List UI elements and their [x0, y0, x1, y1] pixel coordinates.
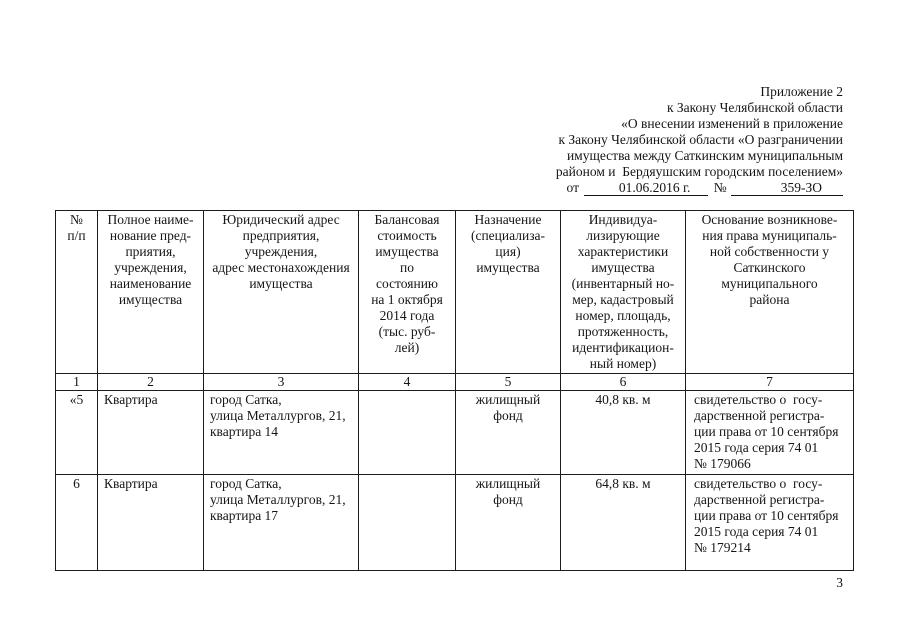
column-header-name: Полное наиме- нование пред- приятия, учреждения, наименование имущества — [98, 211, 204, 374]
column-index-row — [56, 374, 854, 391]
column-index: 6 — [561, 374, 686, 391]
cell-ownership-basis: свидетельство о госу- дарственной регистра- ции права от 10 сентября 2015 года серия 74 01 № 179066 — [686, 391, 854, 475]
cell-ownership-basis: свидетельство о госу- дарственной регистра- ции права от 10 сентября 2015 года серия 74 01 № 179214 — [686, 475, 854, 571]
cell-row-number: 6 — [56, 475, 98, 571]
law-number: 359-ЗО — [731, 180, 843, 196]
cell-characteristics: 64,8 кв. м — [561, 475, 686, 571]
appendix-line: имущества между Саткинским муниципальным — [566, 148, 843, 163]
column-index: 4 — [359, 374, 456, 391]
column-header-characteristics: Индивидуа- лизирующие характеристики имущества (инвентарный но- мер, кадастровый номер, площадь, протяженность, идентификацион- ный номер) — [561, 211, 686, 374]
cell-row-number: «5 — [56, 391, 98, 475]
appendix-line: районом и Бердяушским городским поселением» — [555, 164, 843, 179]
column-header-ownership-basis: Основание возникнове- ния права муниципаль- ной собственности у Саткинского муниципального района — [686, 211, 854, 374]
cell-name: Квартира — [98, 391, 204, 475]
column-header-address: Юридический адрес предприятия, учреждения, адрес местонахождения имущества — [204, 211, 359, 374]
cell-address: город Сатка, улица Металлургов, 21, квартира 17 — [204, 475, 359, 571]
column-header-number: № п/п — [56, 211, 98, 374]
column-index: 7 — [686, 374, 854, 391]
appendix-heading — [556, 84, 843, 197]
column-index: 5 — [456, 374, 561, 391]
property-table — [55, 210, 854, 571]
appendix-title: Приложение 2 — [760, 84, 843, 99]
appendix-line: «О внесении изменений в приложение — [621, 116, 843, 131]
cell-balance-value — [359, 391, 456, 475]
appendix-line: к Закону Челябинской области — [666, 100, 843, 115]
page-number: 3 — [836, 575, 843, 590]
cell-address: город Сатка, улица Металлургов, 21, квартира 14 — [204, 391, 359, 475]
column-index: 2 — [98, 374, 204, 391]
table-row — [56, 391, 854, 475]
appendix-line: к Закону Челябинской области «О разграничении — [558, 132, 843, 147]
cell-name: Квартира — [98, 475, 204, 571]
date-prefix: от — [566, 180, 579, 195]
column-header-balance-value: Балансовая стоимость имущества по состоянию на 1 октября 2014 года (тыс. руб- лей) — [359, 211, 456, 374]
column-index: 1 — [56, 374, 98, 391]
cell-balance-value — [359, 475, 456, 571]
number-prefix: № — [713, 180, 727, 195]
table-row — [56, 475, 854, 571]
cell-purpose: жилищный фонд — [456, 391, 561, 475]
cell-purpose: жилищный фонд — [456, 475, 561, 571]
cell-characteristics: 40,8 кв. м — [561, 391, 686, 475]
law-date: 01.06.2016 г. — [584, 180, 708, 196]
column-index: 3 — [204, 374, 359, 391]
column-header-purpose: Назначение (специализа- ция) имущества — [456, 211, 561, 374]
law-date-number-line — [556, 180, 843, 197]
table-header-row — [56, 211, 854, 374]
